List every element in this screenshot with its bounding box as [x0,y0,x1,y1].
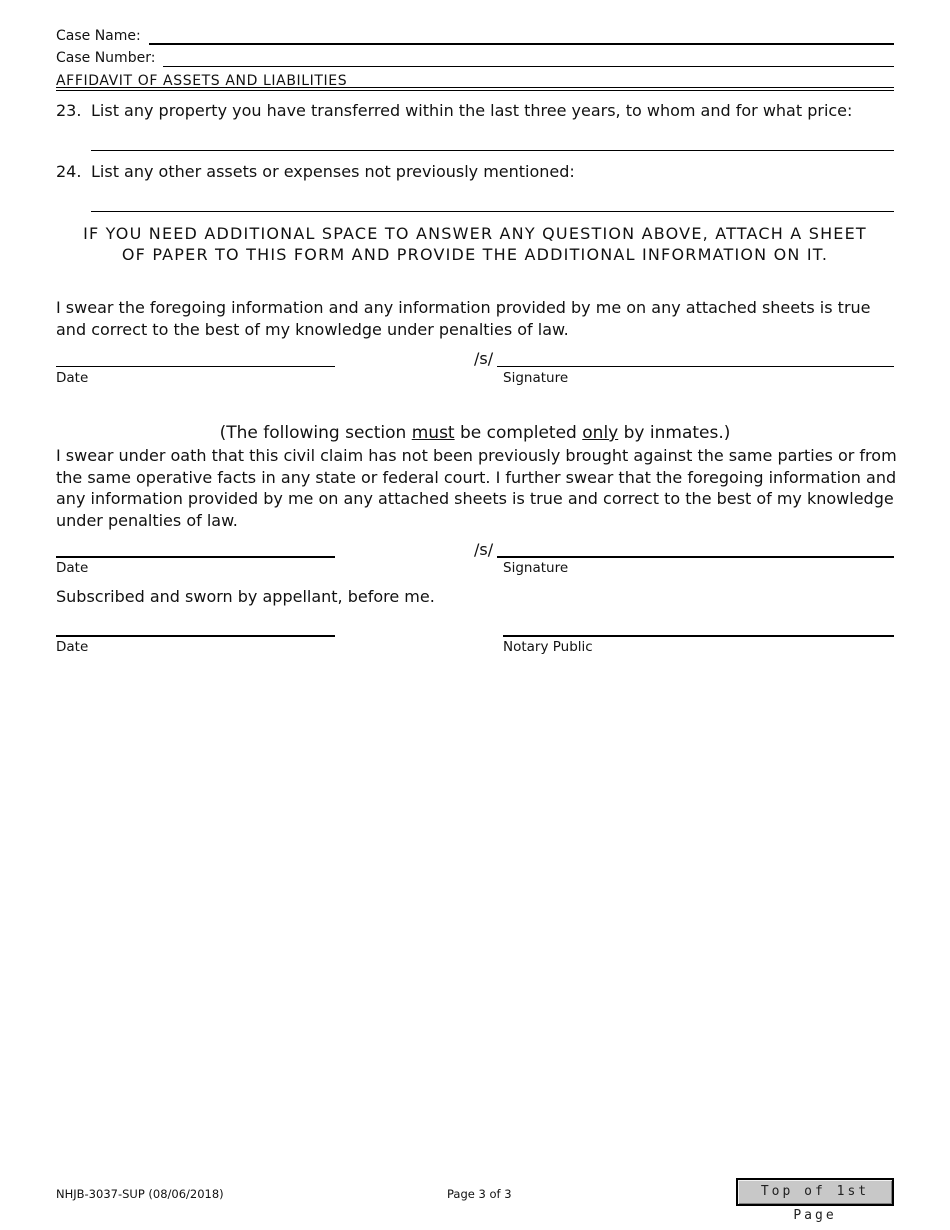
question-24-answer-field[interactable] [91,211,894,212]
inmate-oath [56,445,901,531]
header-divider [56,87,894,88]
question-23-number: 23. [56,101,82,120]
inmate-oath-line-3: any information provided by me on any attached sheets is true and correct to the best of my knowledge [56,489,894,508]
oath-statement [56,297,901,340]
date-field-2[interactable] [56,556,335,558]
notary-public-field[interactable] [503,635,894,637]
inmate-oath-line-4: under penalties of law. [56,510,238,530]
question-24-number: 24. [56,162,82,181]
notary-public-label: Notary Public [503,639,593,655]
question-23-text: List any property you have transferred within the last three years, to whom and for what price: [91,101,853,120]
notice-line-1: IF YOU NEED ADDITIONAL SPACE TO ANSWER ANY QUESTION ABOVE, ATTACH A SHEET [83,224,867,243]
notary-date-field[interactable] [56,635,335,637]
notice-line-2: OF PAPER TO THIS FORM AND PROVIDE THE ADDITIONAL INFORMATION ON IT. [121,245,829,264]
inmate-heading-only: only [582,423,619,443]
date-label-2: Date [56,560,89,576]
inmate-oath-line-2: the same operative facts in any state or federal court. I further swear that the foregoing information and [56,467,897,487]
inmate-heading-part2: be completed [454,423,583,443]
signature-field-1[interactable] [497,366,894,367]
case-number-label: Case Number: [56,50,156,66]
subscribed-sworn-text: Subscribed and sworn by appellant, before me. [56,587,435,606]
notary-date-label: Date [56,639,89,655]
sig-prefix-2: /s/ [474,540,494,559]
inmate-heading-part1: (The following section [219,423,412,443]
case-name-field[interactable] [149,43,894,45]
signature-label-2: Signature [503,560,569,576]
inmate-heading-part3: by inmates.) [618,423,731,443]
question-23-answer-field[interactable] [91,150,894,151]
form-title: AFFIDAVIT OF ASSETS AND LIABILITIES [56,73,348,89]
top-of-first-page-button[interactable]: Top of 1st Page [736,1178,894,1206]
page-number: Page 3 of 3 [447,1187,512,1201]
date-label-1: Date [56,370,89,386]
inmate-oath-line-1: I swear under oath that this civil claim has not been previously brought against the same parties or from [56,446,897,465]
form-id: NHJB-3037-SUP (08/06/2018) [56,1187,224,1201]
signature-label-1: Signature [503,370,569,386]
sig-prefix-1: /s/ [474,349,494,368]
additional-space-notice [56,223,894,265]
date-field-1[interactable] [56,366,335,367]
case-name-label: Case Name: [56,28,141,44]
question-24-text: List any other assets or expenses not previously mentioned: [91,162,575,181]
signature-field-2[interactable] [497,556,894,558]
inmate-section-heading [56,423,894,443]
case-number-field[interactable] [163,66,894,67]
oath-line-2: and correct to the best of my knowledge under penalties of law. [56,319,569,339]
oath-line-1: I swear the foregoing information and any information provided by me on any attached sheets is true [56,298,871,317]
header-divider-2 [56,90,894,91]
inmate-heading-must: must [411,423,455,443]
